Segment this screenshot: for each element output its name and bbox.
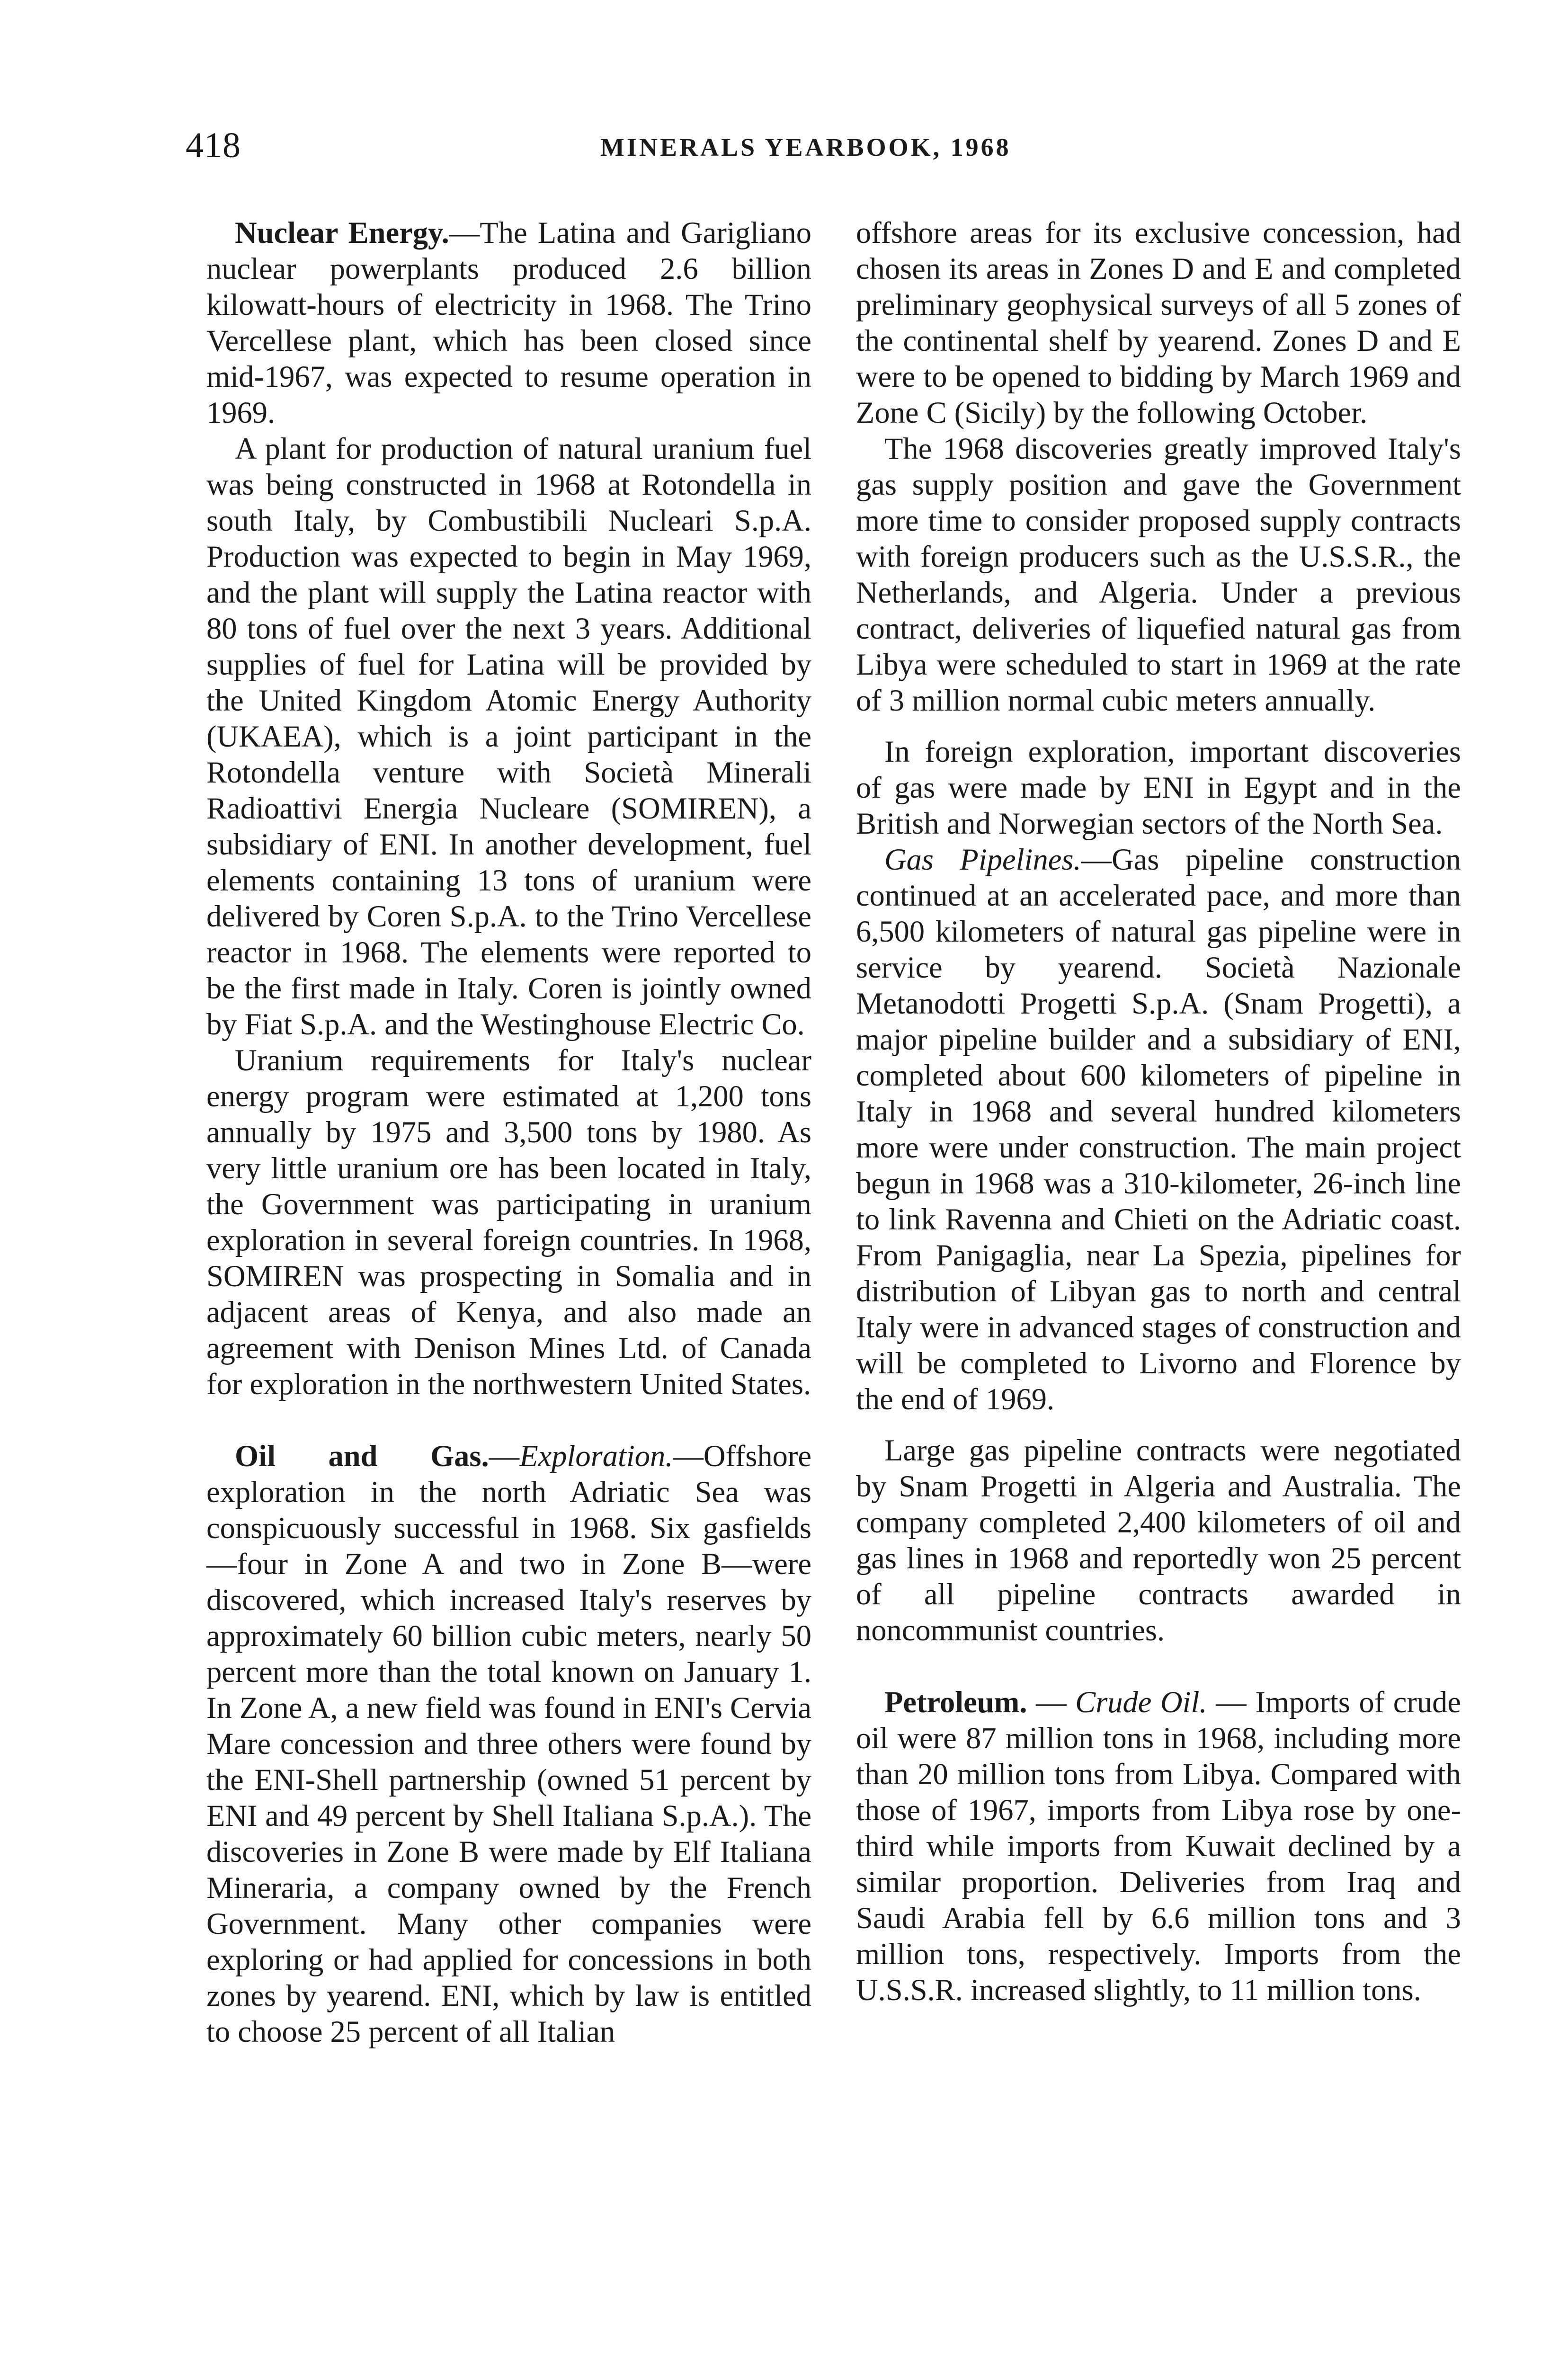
paragraph-uranium-requirements: Uranium requirements for Italy's nuclear energy program were estimated at 1,200 tons annually by 1975 and 3,500 tons by 1980. As very little uranium ore has been located in Italy, the Government was participating in uranium exploration in several foreign countries. In 1968, SOMIREN was prospecting in Somalia and in adjacent areas of Kenya, and also made an agreement with Denison Mines Ltd. of Canada for exploration in the northwestern United States. (206, 1043, 811, 1401)
paragraph-exploration-continued: offshore areas for its exclusive concession, had chosen its areas in Zones D and E and completed preliminary geophysical surveys of all 5 zones of the continental shelf by yearend. Zones D and E were to be opened to bidding by March 1969 and Zone C (Sicily) by the following October. (856, 216, 1461, 429)
paragraph-gas-supply: The 1968 discoveries greatly improved Italy's gas supply position and gave the Government more time to consider proposed supply contracts with foreign producers such as the U.S.S.R., the Netherlands, and Algeria. Under a previous contract, deliveries of liquefied natural gas from Libya were scheduled to start in 1969 at the rate of 3 million normal cubic meters annually. (856, 432, 1461, 717)
paragraph-nuclear-energy (206, 215, 811, 431)
paragraph-gas-pipelines (856, 842, 1461, 1417)
page-number: 418 (186, 125, 241, 165)
paragraph-text: —The Latina and Garigliano nuclear powerplants produced 2.6 billion kilowatt-hours of electricity in 1968. The Trino Vercellese plant, which has been closed since mid-1967, was expected to resume operation in 1969. (206, 216, 811, 429)
paragraph-uranium-fuel-plant: A plant for production of natural uranium fuel was being constructed in 1968 at Rotondella in south Italy, by Combustibili Nucleari S.p.A. Production was expected to begin in May 1969, and the plant will supply the Latina reactor with 80 tons of fuel over the next 3 years. Additional supplies of fuel for Latina will be provided by the United Kingdom Atomic Energy Authority (UKAEA), which is a joint participant in the Rotondella venture with Società Minerali Radioattivi Energia Nucleare (SOMIREN), a subsidiary of ENI. In another development, fuel elements containing 13 tons of uranium were delivered by Coren S.p.A. to the Trino Vercellese reactor in 1968. The elements were reported to be the first made in Italy. Coren is jointly owned by Fiat S.p.A. and the Westinghouse Electric Co. (206, 432, 811, 1041)
heading-dash: — (1027, 1685, 1076, 1719)
running-head: MINERALS YEARBOOK, 1968 (600, 133, 1011, 161)
subheading-gas-pipelines: Gas Pipelines. (884, 843, 1081, 876)
section-heading-petroleum: Petroleum. (884, 1685, 1027, 1719)
subheading-crude-oil: Crude Oil. (1075, 1685, 1207, 1719)
paragraph-text: — Imports of crude oil were 87 million tons in 1968, including more than 20 million tons from Libya. Compared with those of 1967, imports from Libya rose by one-third while imports from Kuwait declined by a similar proportion. Deliveries from Iraq and Saudi Arabia fell by 6.6 million tons and 3 million tons, respectively. Imports from the U.S.S.R. increased slightly, to 11 million tons. (856, 1685, 1461, 2007)
heading-dash: — (489, 1439, 520, 1473)
section-heading-oil-and-gas: Oil and Gas. (235, 1439, 489, 1473)
left-column (206, 215, 811, 2050)
paragraph-foreign-exploration: In foreign exploration, important discoveries of gas were made by ENI in Egypt and in the British and Norwegian sectors of the North Sea. (856, 735, 1461, 840)
subheading-exploration: Exploration. (519, 1439, 673, 1473)
paragraph-text: —Gas pipeline construction continued at an accelerated pace, and more than 6,500 kilometers of natural gas pipeline were in service by yearend. Società Nazionale Metanodotti Progetti S.p.A. (Snam Progetti), a major pipeline builder and a subsidiary of ENI, completed about 600 kilometers of pipeline in Italy in 1968 and several hundred kilometers more were under construction. The main project begun in 1968 was a 310-kilometer, 26-inch line to link Ravenna and Chieti on the Adriatic coast. From Panigaglia, near La Spezia, pipelines for distribution of Libyan gas to north and central Italy were in advanced stages of construction and will be completed to Livorno and Florence by the end of 1969. (856, 843, 1461, 1416)
right-column (856, 215, 1461, 2008)
paragraph-text: —Offshore exploration in the north Adriatic Sea was conspicuously successful in 1968. Six gasfields—four in Zone A and two in Zone B—were discovered, which increased Italy's reserves by approximately 60 billion cubic meters, nearly 50 percent more than the total known on January 1. In Zone A, a new field was found in ENI's Cervia Mare concession and three others were found by the ENI-Shell partnership (owned 51 percent by ENI and 49 percent by Shell Italiana S.p.A.). The discoveries in Zone B were made by Elf Italiana Mineraria, a company owned by the French Government. Many other companies were exploring or had applied for concessions in both zones by yearend. ENI, which by law is entitled to choose 25 percent of all Italian (206, 1439, 812, 2048)
paragraph-oil-and-gas (206, 1438, 811, 2050)
paragraph-pipeline-contracts: Large gas pipeline contracts were negotiated by Snam Progetti in Algeria and Australia. The company completed 2,400 kilometers of oil and gas lines in 1968 and reportedly won 25 percent of all pipeline contracts awarded in noncommunist countries. (856, 1433, 1461, 1647)
paragraph-petroleum (856, 1684, 1461, 2008)
section-heading-nuclear-energy: Nuclear Energy. (235, 216, 449, 249)
